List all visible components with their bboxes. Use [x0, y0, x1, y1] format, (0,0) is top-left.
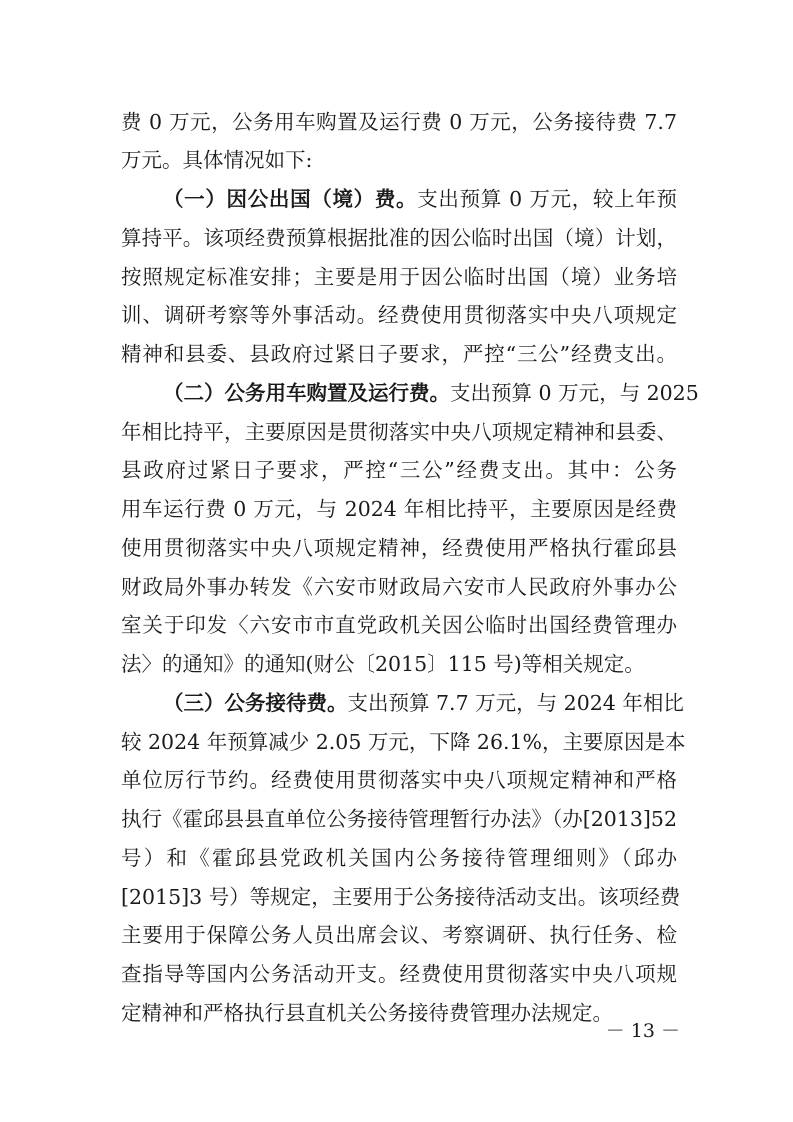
body-text-line: 号）和《霍邱县党政机关国内公务接待管理细则》（邱办 — [121, 846, 677, 870]
body-text-line: [2015]3 号）等规定，主要用于公务接待活动支出。该项经费 — [121, 885, 681, 909]
body-text-line: 年相比持平，主要原因是贯彻落实中央八项规定精神和县委、 — [121, 420, 677, 444]
body-text-line: 单位厉行节约。经费使用贯彻落实中央八项规定精神和严格 — [121, 768, 677, 792]
section-heading-line: （三）公务接待费。支出预算 7.7 万元，与 2024 年相比 — [163, 691, 684, 715]
body-text-line: 主要用于保障公务人员出席会议、考察调研、执行任务、检 — [121, 923, 677, 947]
body-text-line: 按照规定标准安排；主要是用于因公临时出国（境）业务培 — [121, 265, 677, 289]
section-heading: （一）因公出国（境）费。 — [163, 187, 418, 211]
body-text-line: 使用贯彻落实中央八项规定精神，经费使用严格执行霍邱县 — [121, 536, 677, 560]
body-text-line: 用车运行费 0 万元，与 2024 年相比持平，主要原因是经费 — [121, 497, 677, 521]
section-heading: （三）公务接待费。 — [163, 691, 348, 715]
body-text-line: 万元。具体情况如下: — [121, 148, 313, 172]
body-text-line: 室关于印发〈六安市市直党政机关因公临时出国经费管理办 — [121, 613, 677, 637]
body-text-line: 精神和县委、县政府过紧日子要求，严控“三公”经费支出。 — [121, 342, 677, 366]
body-text-line: 较 2024 年预算减少 2.05 万元，下降 26.1%，主要原因是本 — [121, 730, 686, 754]
body-text-line: 法〉的通知》的通知(财公〔2015〕115 号)等相关规定。 — [121, 652, 645, 676]
body-text-line: 县政府过紧日子要求，严控“三公”经费支出。其中：公务 — [121, 458, 677, 482]
section-heading-line: （二）公务用车购置及运行费。支出预算 0 万元，与 2025 — [163, 381, 699, 405]
body-text-line: 定精神和严格执行县直机关公务接待费管理办法规定。 — [121, 1001, 613, 1025]
body-text-line: 费 0 万元，公务用车购置及运行费 0 万元，公务接待费 7.7 — [121, 110, 677, 134]
section-heading: （二）公务用车购置及运行费。 — [163, 381, 450, 405]
body-text-line: 训、调研考察等外事活动。经费使用贯彻落实中央八项规定 — [121, 303, 677, 327]
page-number: － 13 － — [605, 1020, 680, 1042]
body-text-line: 财政局外事办转发《六安市财政局六安市人民政府外事办公 — [121, 575, 677, 599]
body-text-line: 算持平。该项经费预算根据批准的因公临时出国（境）计划， — [121, 226, 677, 250]
section-heading-line: （一）因公出国（境）费。支出预算 0 万元，较上年预 — [163, 187, 678, 211]
body-text-line: 查指导等国内公务活动开支。经费使用贯彻落实中央八项规 — [121, 962, 677, 986]
body-text-line: 执行《霍邱县县直单位公务接待管理暂行办法》（办[2013]52 — [121, 807, 677, 831]
